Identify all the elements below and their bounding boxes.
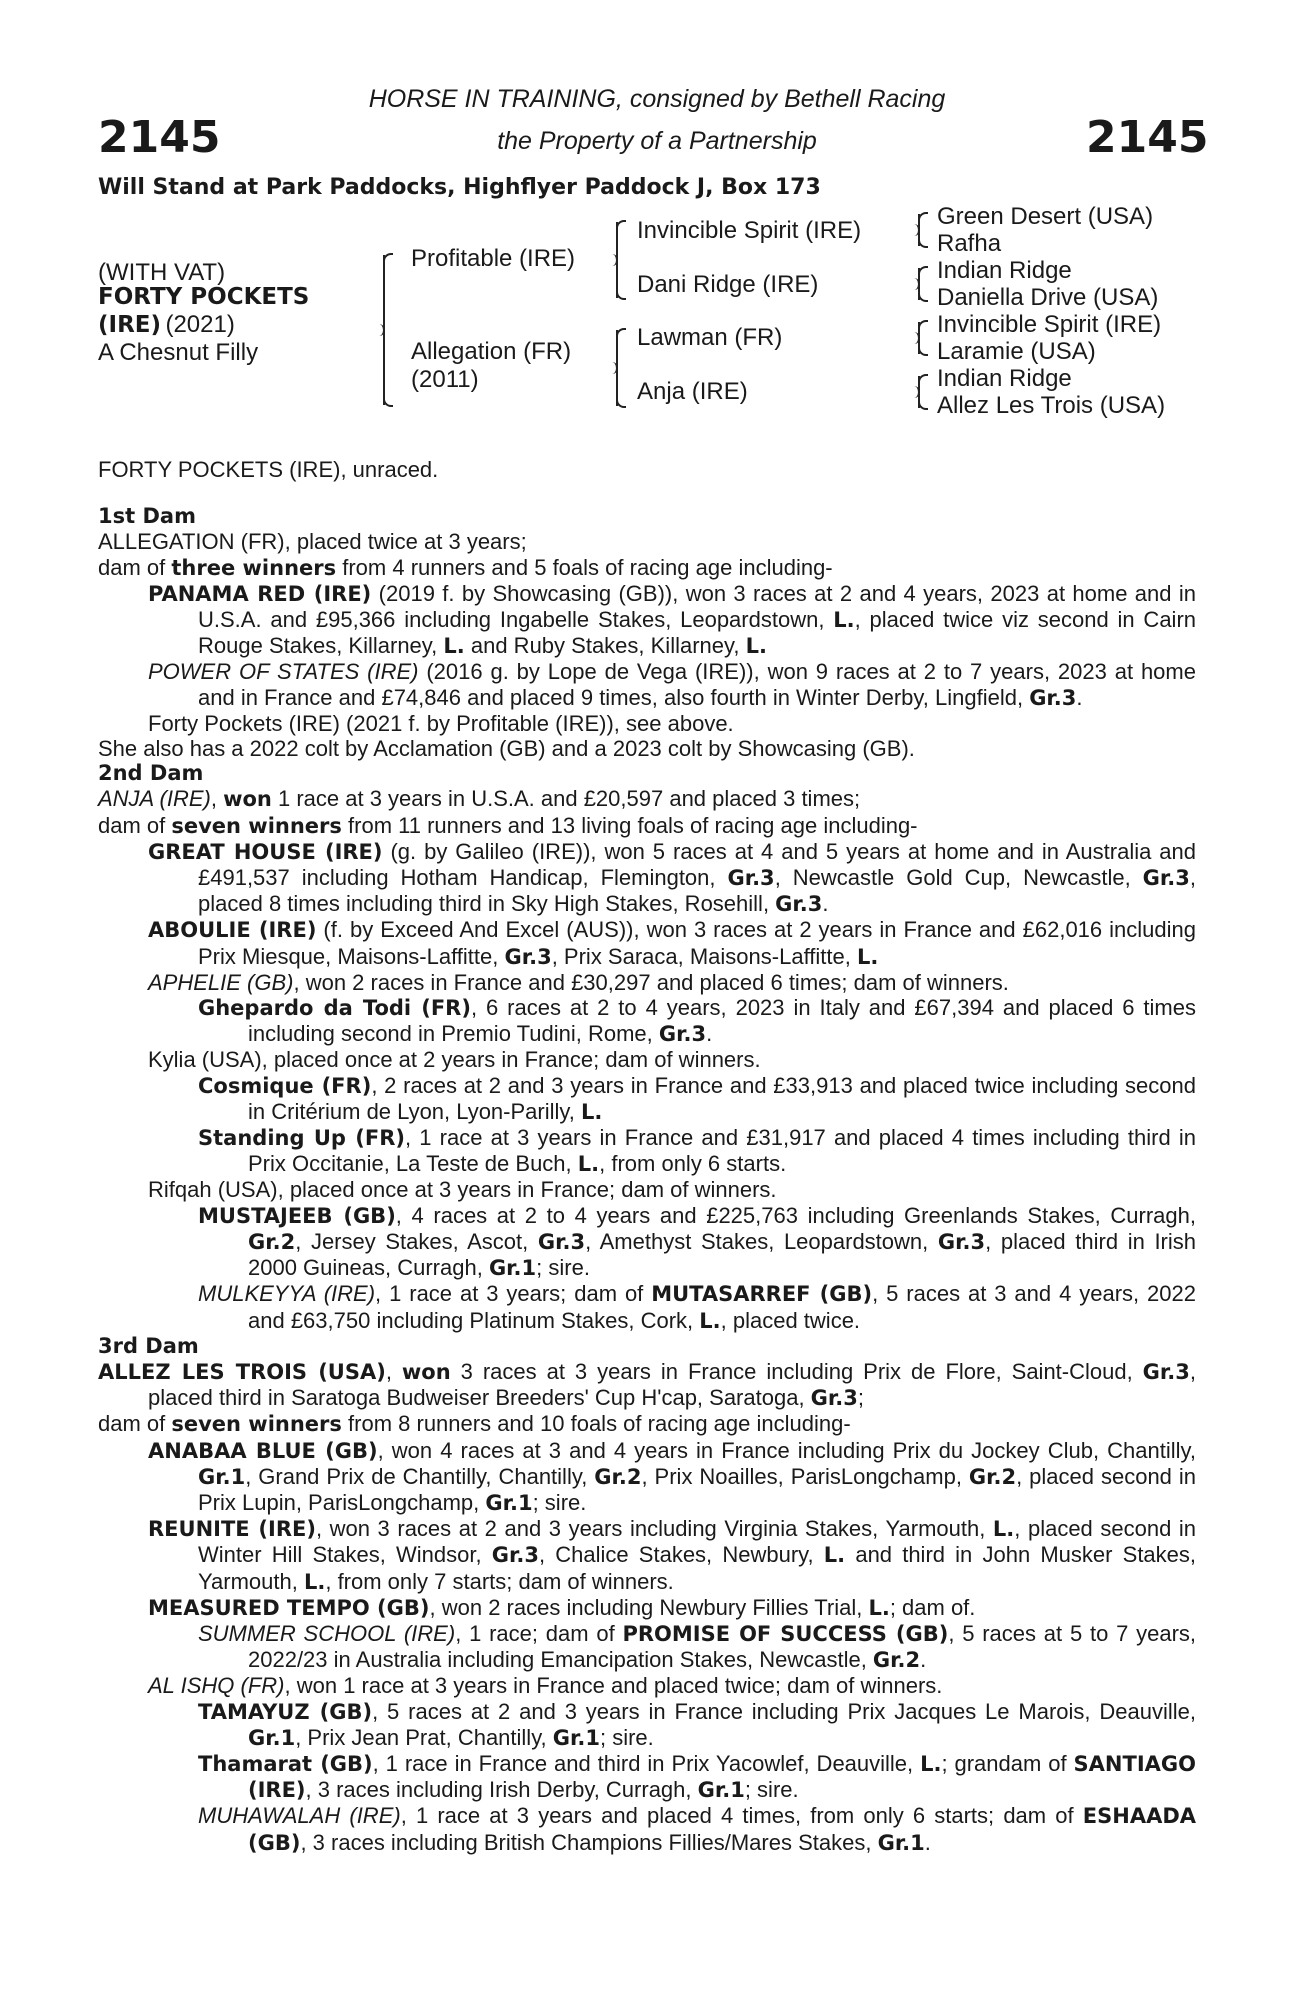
pedigree-entry: SUMMER SCHOOL (IRE), 1 race; dam of PROMISE OF SUCCESS (GB), 5 races at 5 to 7 years, 2022/23 in Australia including Emancipation Stakes, Newcastle, Gr.2. [198,1620,1197,1673]
unraced-note: FORTY POCKETS (IRE), unraced. [98,457,439,482]
pedigree-entry: PANAMA RED (IRE) (2019 f. by Showcasing (GB)), won 3 races at 2 and 4 years, 2023 at home and in U.S.A. and £95,366 including Ingabelle Stakes, Leopardstown, L., placed twice viz second in Cairn Rouge Stakes, Killarney, L. and Ruby Stakes, Killarney, L. [148,580,1197,659]
brace-sire [616,222,618,298]
horse-description: A Chesnut Filly [98,339,259,366]
dam-section [98,1334,1196,1856]
sire-sire: Invincible Spirit (IRE) [637,217,862,244]
pedigree-entry: Standing Up (FR), 1 race at 3 years in France and £31,917 and placed 4 times including third in Prix Occitanie, La Teste de Buch, L., from only 6 starts. [198,1125,1196,1177]
grandsire-3: Invincible Spirit (IRE) [937,311,1162,338]
pedigree-entry: MUHAWALAH (IRE), 1 race at 3 years and placed 4 times, from only 6 starts; dam of ESHAADA (GB), 3 races including British Champions Fillies/Mares Stakes, Gr.1. [198,1803,1197,1855]
stand-location: Will Stand at Park Paddocks, Highflyer Paddock J, Box 173 [98,175,821,200]
pedigree-entry: Ghepardo da Todi (FR), 6 races at 2 to 4 years, 2023 in Italy and £67,394 and placed 6 times including second in Premio Tudini, Rome, Gr.3. [198,995,1196,1047]
pedigree-entry: Kylia (USA), placed once at 2 years in France; dam of winners. [148,1047,761,1073]
pedigree-entry: MULKEYYA (IRE), 1 race at 3 years; dam of MUTASARREF (GB), 5 races at 3 and 4 years, 2022 and £63,750 including Platinum Stakes, Cork, L., placed twice. [198,1281,1196,1333]
dam-section [98,761,1196,1333]
granddam-4: Allez Les Trois (USA) [937,392,1166,419]
dam-year: (2011) [411,366,479,393]
consignor-line: HORSE IN TRAINING, consigned by Bethell Racing [368,85,946,113]
pedigree-entry: dam of three winners from 4 runners and 5 foals of racing age including- [98,554,833,580]
granddam-1: Rafha [937,230,1002,257]
horse-origin: (IRE) [98,312,162,338]
pedigree-entry: Forty Pockets (IRE) (2021 f. by Profitable (IRE)), see above. [148,710,734,736]
pedigree-entry: REUNITE (IRE), won 3 races at 2 and 3 years including Virginia Stakes, Yarmouth, L., placed second in Winter Hill Stakes, Windsor, Gr.3, Chalice Stakes, Newbury, L. and third in John Musker Stakes, Yarmouth, L., from only 7 starts; dam of winners. [148,1516,1197,1594]
section-heading: 3rd Dam [98,1333,199,1358]
pedigree-entry: Rifqah (USA), placed once at 3 years in France; dam of winners. [148,1177,777,1203]
lot-number-left: 2145 [98,112,221,163]
pedigree-entry: ANJA (IRE), won 1 race at 3 years in U.S.A. and £20,597 and placed 3 times; [98,786,861,812]
dam-name: Allegation (FR) [411,338,572,365]
section-heading: 1st Dam [98,504,196,529]
pedigree-entry: POWER OF STATES (IRE) (2016 g. by Lope de Vega (IRE)), won 9 races at 2 to 7 years, 2023 at home and in France and £74,846 and placed 9 times, also fourth in Winter Derby, Lingfield, Gr.3. [148,659,1196,710]
brace-main [383,255,385,405]
grandsire-2: Indian Ridge [937,257,1072,284]
pedigree-entry: Cosmique (FR), 2 races at 2 and 3 years in France and £33,913 and placed twice including second in Critérium de Lyon, Lyon-Parilly, L. [198,1072,1197,1124]
grandsire-1: Green Desert (USA) [937,203,1154,230]
pedigree-entry: TAMAYUZ (GB), 5 races at 2 and 3 years in France including Prix Jacques Le Marois, Deauville, Gr.1, Prix Jean Prat, Chantilly, Gr.1; sire. [198,1698,1196,1750]
horse-name: FORTY POCKETS [98,284,310,310]
dam-sections [98,504,1196,1856]
dam-dam: Anja (IRE) [637,378,748,405]
brace-g4 [918,376,920,408]
foaling-year: (2021) [165,311,235,338]
pedigree-entry: MUSTAJEEB (GB), 4 races at 2 to 4 years and £225,763 including Greenlands Stakes, Curragh, Gr.2, Jersey Stakes, Ascot, Gr.3, Amethyst Stakes, Leopardstown, Gr.3, placed third in Irish 2000 Guineas, Curragh, Gr.1; sire. [198,1202,1197,1281]
property-line: the Property of a Partnership [497,127,817,155]
pedigree-entry: APHELIE (GB), won 2 races in France and £30,297 and placed 6 times; dam of winners. [148,969,1009,995]
pedigree-entry: AL ISHQ (FR), won 1 race at 3 years in France and placed twice; dam of winners. [148,1673,943,1699]
pedigree-entry: ABOULIE (IRE) (f. by Exceed And Excel (AUS)), won 3 races at 2 years in France and £62,016 including Prix Miesque, Maisons-Laffitte, Gr.3, Prix Saraca, Maisons-Laffitte, L. [148,917,1196,969]
brace-dam [616,330,618,406]
sire-dam: Dani Ridge (IRE) [637,271,819,298]
horse-origin-year [98,311,235,339]
pedigree-entry: GREAT HOUSE (IRE) (g. by Galileo (IRE)), won 5 races at 4 and 5 years at home and in Australia and £491,537 including Hotham Handicap, Flemington, Gr.3, Newcastle Gold Cup, Newcastle, Gr.3, placed 8 times including third in Sky High Stakes, Rosehill, Gr.3. [148,838,1196,917]
granddam-2: Daniella Drive (USA) [937,284,1159,311]
dam-sire: Lawman (FR) [637,324,783,351]
vat-note: (WITH VAT) [98,259,226,286]
pedigree-entry: dam of seven winners from 11 runners and 13 living foals of racing age including- [98,812,918,838]
lot-number-right: 2145 [1086,112,1209,163]
brace-g1 [918,214,920,246]
pedigree-entry: ANABAA BLUE (GB), won 4 races at 3 and 4 years in France including Prix du Jockey Club, Chantilly, Gr.1, Grand Prix de Chantilly, Chantilly, Gr.2, Prix Noailles, ParisLongchamp, Gr.2, placed second in Prix Lupin, ParisLongchamp, Gr.1; sire. [148,1437,1196,1515]
brace-g3 [918,322,920,354]
section-heading: 2nd Dam [98,761,204,786]
grandsire-4: Indian Ridge [937,365,1072,392]
pedigree-entry: ALLEGATION (FR), placed twice at 3 years; [98,529,527,555]
catalogue-body [98,457,1196,1856]
pedigree-entry: She also has a 2022 colt by Acclamation (GB) and a 2023 colt by Showcasing (GB). [98,736,915,762]
pedigree-entry: ALLEZ LES TROIS (USA), won 3 races at 3 years in France including Prix de Flore, Saint-Cloud, Gr.3, placed third in Saratoga Budweiser Breeders' Cup H'cap, Saratoga, Gr.3; [98,1358,1196,1411]
granddam-3: Laramie (USA) [937,338,1096,365]
dam-section [98,504,1196,761]
pedigree-entry: Thamarat (GB), 1 race in France and third in Prix Yacowlef, Deauville, L.; grandam of SANTIAGO (IRE), 3 races including Irish Derby, Curragh, Gr.1; sire. [198,1750,1196,1803]
pedigree-entry: dam of seven winners from 8 runners and 10 foals of racing age including- [98,1411,851,1437]
sire-name: Profitable (IRE) [411,245,576,272]
pedigree-entry: MEASURED TEMPO (GB), won 2 races including Newbury Fillies Trial, L.; dam of. [148,1594,976,1620]
brace-g2 [918,268,920,300]
